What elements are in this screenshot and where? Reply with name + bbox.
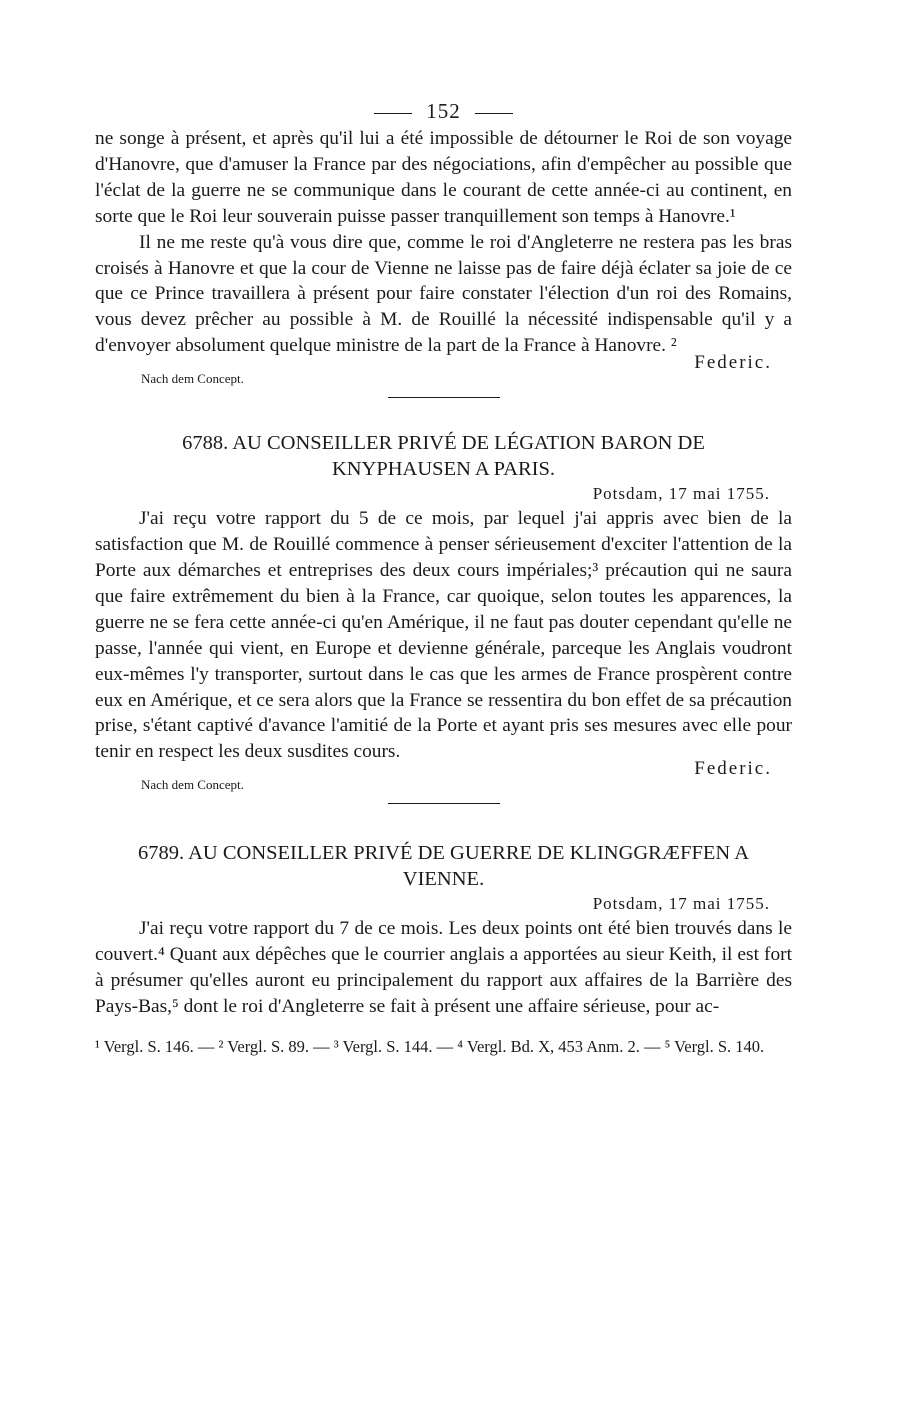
section-divider <box>388 397 500 398</box>
source-note: Nach dem Concept. <box>141 371 244 387</box>
source-note: Nach dem Concept. <box>141 777 244 793</box>
letter-body: J'ai reçu votre rapport du 7 de ce mois. Les deux points ont été bien trouvés dans le couvert.⁴ Quant aux dépêches que le courrier anglais a apportées au sieur Keith, il est fort à présumer qu'elles auront eu principalement du rapport aux affaires de la Barrière des Pays-Bas,⁵ dont le roi d'Angleterre se fait à présent une affaire sérieuse, pour ac- <box>95 918 792 1017</box>
signature: Federic. <box>694 758 772 780</box>
page-header <box>95 96 792 126</box>
signature: Federic. <box>694 352 772 374</box>
letter-heading: 6789. AU CONSEILLER PRIVÉ DE GUERRE DE KLINGGRÆFFEN A VIENNE. <box>137 842 750 891</box>
header-dash-right <box>475 113 513 114</box>
letter-heading: 6788. AU CONSEILLER PRIVÉ DE LÉGATION BARON DE KNYPHAUSEN A PARIS. <box>182 432 705 481</box>
book-page <box>95 96 792 1058</box>
section-divider <box>388 803 500 804</box>
footnotes: ¹ Vergl. S. 146. — ² Vergl. S. 89. — ³ Vergl. S. 144. — ⁴ Vergl. Bd. X, 453 Anm. 2. — ⁵ Vergl. S. 140. <box>95 1036 765 1056</box>
header-dash-left <box>374 113 412 114</box>
page-number: 152 <box>426 99 461 123</box>
intro-paragraph-2: Il ne me reste qu'à vous dire que, comme le roi d'Angleterre ne restera pas les bras croisés à Hanovre et que la cour de Vienne ne laisse pas de faire déjà éclater sa joie de ce que ce Prince travaillera à présent pour faire constater l'élection d'un roi des Romains, vous devez prêcher au possible à M. de Rouillé la nécessité indispensable qu'il y a d'envoyer absolument quelque ministre de la part de la France à Hanovre. ² <box>95 231 792 357</box>
letter-date: Potsdam, 17 mai 1755. <box>592 484 770 504</box>
letter-date: Potsdam, 17 mai 1755. <box>592 894 770 914</box>
intro-paragraph-1: ne songe à présent, et après qu'il lui a été impossible de détourner le Roi de son voyage d'Hanovre, que d'amuser la France par des négociations, afin d'empêcher au possible que l'éclat de la guerre ne se communique dans le courant de cette année-ci au continent, en sorte que le Roi leur souverain puisse passer tranquillement son temps à Hanovre.¹ <box>95 128 792 227</box>
letter-body: J'ai reçu votre rapport du 5 de ce mois, par lequel j'ai appris avec bien de la satisfaction que M. de Rouillé commence à penser sérieusement d'exciter l'attention de la Porte aux démarches et entreprises des deux cours impériales;³ précaution qui ne saura que faire extrêmement du bien à la France, car quoique, selon toutes les apparences, la guerre ne se fera cette année-ci qu'en Amérique, il ne faut pas douter cependant qu'elle ne passe, l'année qui vient, en Europe et devienne générale, parceque les Anglais voudront eux-mêmes l'y transporter, surtout dans le cas que les armes de France prospèrent contre eux en Amérique, et ce sera alors que la France se ressentira du bon effet de sa précaution prise, s'étant captivé d'avance l'amitié de la Porte et ayant pris ses mesures avec elle pour tenir en respect les deux susdites cours. <box>95 508 792 763</box>
